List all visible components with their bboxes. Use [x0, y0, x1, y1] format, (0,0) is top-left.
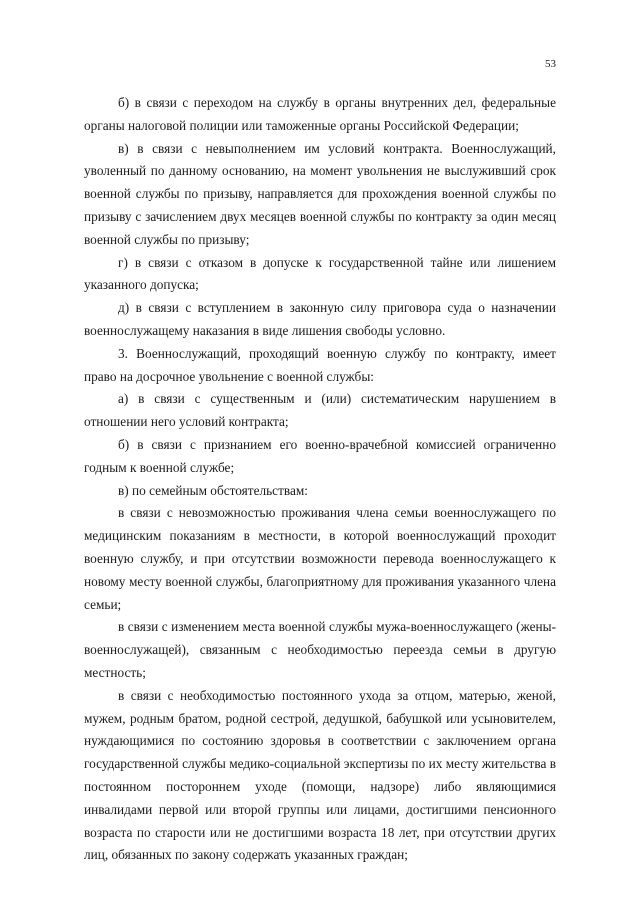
paragraph-v-contract-breach: в) в связи с невыполнением им условий контракта. Военнослужащий, уволенный по данному основанию, на момент увольнения не выслуживший срок военной службы по призыву, направляется для прохождения военной службы по призыву с зачислением двух месяцев военной службы по контракту за один месяц военной службы по призыву;: [84, 140, 556, 247]
paragraph-family-care: в связи с необходимостью постоянного ухода за отцом, матерью, женой, мужем, родным братом, родной сестрой, дедушкой, бабушкой или усыновителем, нуждающимися по состоянию здоровья в соответствии с заключением органа государственной службы медико-социальной экспертизы по их месту жительства в постоянном постороннем уходе (помощи, надзоре) либо являющимися инвалидами первой или второй группы или лицами, достигшими пенсионного возраста по старости или не достигшими возраста 18 лет, при отсутствии других лиц, обязанных по закону содержать указанных граждан;: [84, 687, 556, 863]
paragraph-b-medical: б) в связи с признанием его военно-врачебной комиссией ограниченно годным к военной службе;: [84, 436, 556, 475]
document-body: [84, 92, 556, 867]
paragraph-v-family: в) по семейным обстоятельствам:: [118, 482, 309, 498]
paragraph-b-transfer: б) в связи с переходом на службу в органы внутренних дел, федеральные органы налоговой полиции или таможенные органы Российской Федерации;: [84, 95, 556, 133]
paragraph-3-early-discharge: 3. Военнослужащий, проходящий военную службу по контракту, имеет право на досрочное увольнение с военной службы:: [84, 345, 556, 384]
paragraph-g-secrecy: г) в связи с отказом в допуске к государственной тайне или лишением указанного допуска;: [84, 254, 556, 293]
paragraph-family-medical: в связи с невозможностью проживания члена семьи военнослужащего по медицинским показаниям в местности, в которой военнослужащий проходит военную службу, и при отсутствии возможности перевода военнослужащего к новому месту военной службы, благоприятному для проживания указанного члена семьи;: [84, 505, 556, 612]
paragraph-a-contract-violation: а) в связи с существенным и (или) систематическим нарушением в отношении него условий контракта;: [84, 391, 556, 430]
paragraph-d-sentence: д) в связи с вступлением в законную силу приговора суда о назначении военнослужащему наказания в виде лишения свободы условно.: [84, 300, 556, 338]
paragraph-family-relocation: в связи с изменением места военной службы мужа-военнослужащего (жены-военнослужащей), связанным с необходимостью переезда семьи в другую местность;: [84, 619, 556, 680]
page-number: 53: [545, 58, 556, 70]
